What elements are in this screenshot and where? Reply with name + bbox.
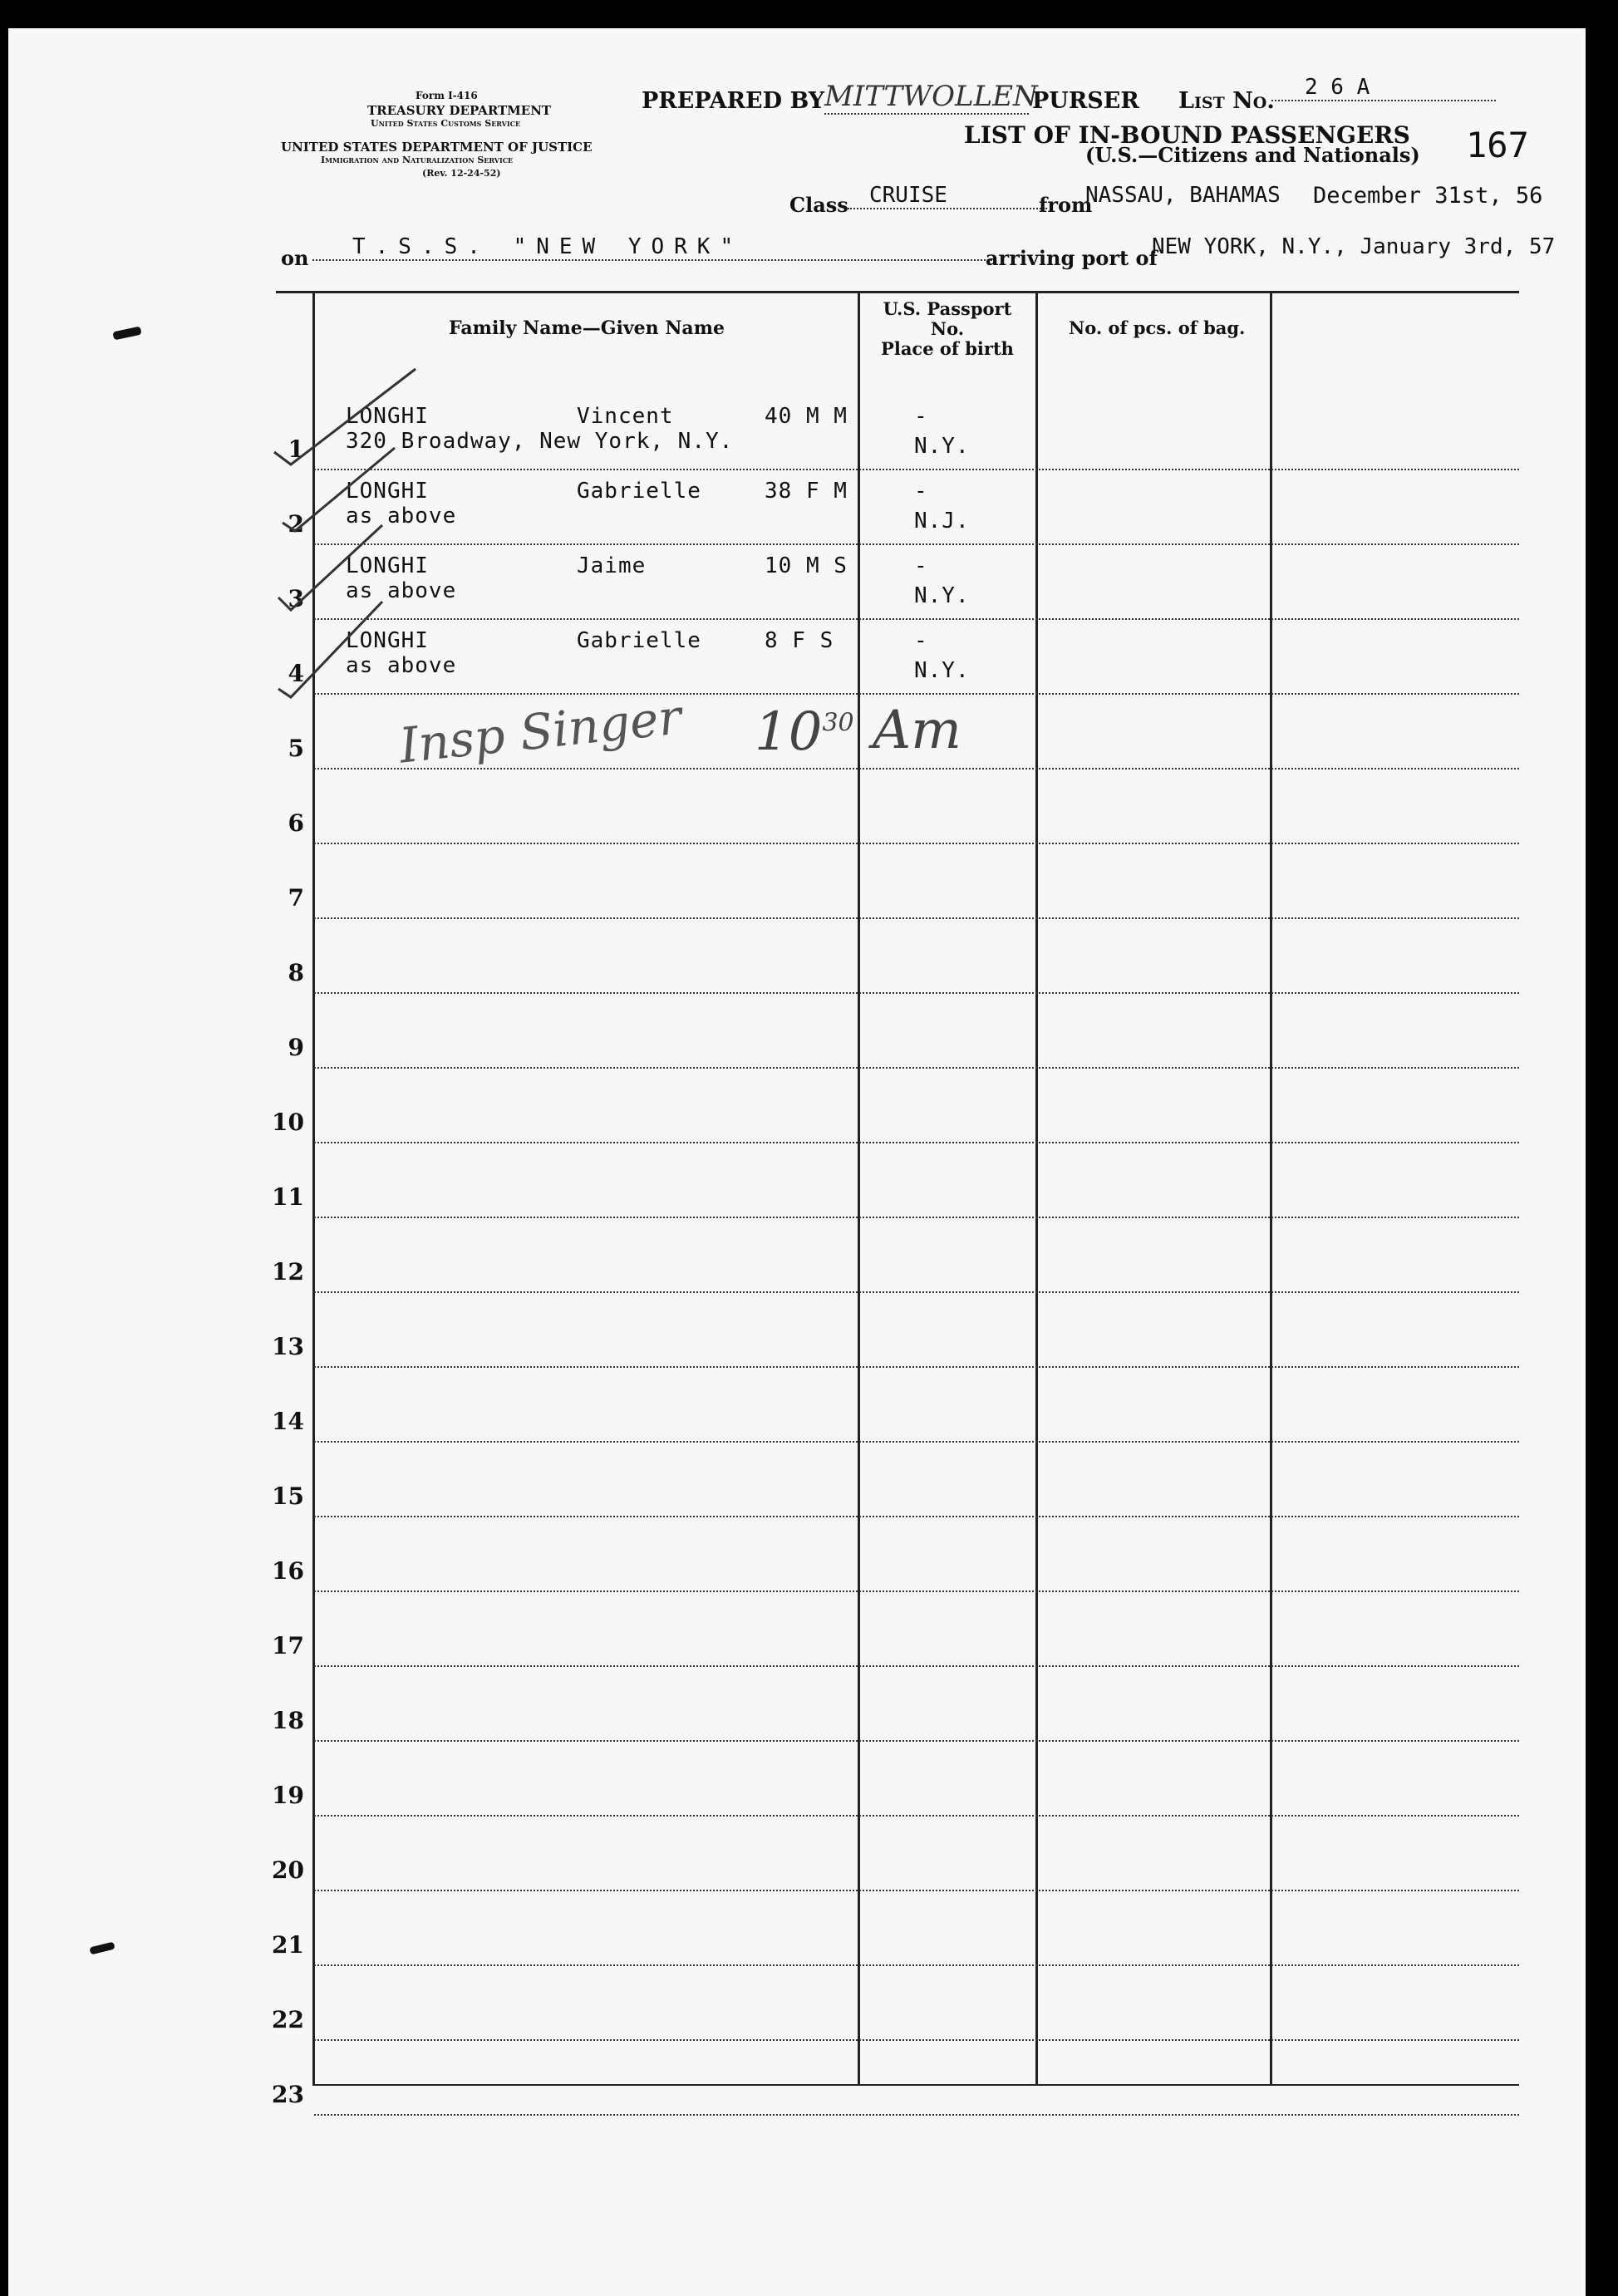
row-divider — [314, 1366, 1519, 1368]
row-number: 19 — [272, 1782, 304, 1809]
place-of-birth: N.Y. — [914, 658, 970, 683]
class-label: Class — [789, 193, 848, 217]
given-name: Gabrielle — [577, 628, 701, 653]
row-divider — [314, 1142, 1519, 1143]
row-number: 14 — [272, 1408, 304, 1435]
page-number: 167 — [1466, 125, 1529, 165]
row-divider — [314, 1740, 1519, 1742]
row-number: 6 — [288, 809, 304, 837]
list-subtitle: (U.S.—Citizens and Nationals) — [1085, 143, 1420, 167]
arriving-label: arriving port of — [986, 246, 1158, 270]
row-divider — [314, 543, 1519, 545]
on-label: on — [281, 246, 309, 270]
list-no-value: 2 6 A — [1271, 75, 1496, 101]
row-divider — [314, 1067, 1519, 1069]
row-divider — [314, 1665, 1519, 1667]
row-divider — [314, 469, 1519, 470]
passport-number: - — [914, 553, 928, 578]
place-of-birth: N.Y. — [914, 583, 970, 608]
prepared-by-label: PREPARED BY — [642, 88, 825, 114]
from-label: from — [1039, 193, 1093, 217]
table-col-rule-2 — [1035, 291, 1038, 2086]
family-name: LONGHI — [346, 628, 429, 653]
place-of-birth: N.Y. — [914, 434, 970, 459]
from-date: December 31st, 56 — [1313, 183, 1543, 209]
family-name: LONGHI — [346, 479, 429, 504]
row-number: 16 — [272, 1557, 304, 1585]
table-bottom-border — [312, 2084, 1519, 2086]
row-divider — [314, 2039, 1519, 2041]
row-number: 18 — [272, 1707, 304, 1734]
table-col-rule-1 — [858, 291, 860, 2086]
row-number: 17 — [272, 1632, 304, 1659]
row-divider — [314, 843, 1519, 844]
table-col-rule-3 — [1270, 291, 1272, 2086]
purser-label: PURSER — [1032, 88, 1139, 114]
inspector-signature: Insp Singer — [396, 688, 685, 774]
row-number: 20 — [272, 1856, 304, 1884]
age-sex-status: 8 F S — [765, 628, 834, 653]
row-divider — [314, 1590, 1519, 1592]
row-divider — [314, 1217, 1519, 1218]
age-sex-status: 10 M S — [765, 553, 848, 578]
row-number: 13 — [272, 1333, 304, 1360]
row-divider — [314, 917, 1519, 919]
address: 320 Broadway, New York, N.Y. — [346, 429, 734, 454]
row-number: 23 — [272, 2081, 304, 2108]
row-number: 4 — [288, 660, 304, 687]
address: as above — [346, 504, 457, 529]
row-number: 21 — [272, 1931, 304, 1959]
row-number: 12 — [272, 1258, 304, 1286]
agency-ins: Immigration and Naturalization Service — [321, 155, 514, 165]
address: as above — [346, 653, 457, 678]
inspection-time: $10^{30}$ — [755, 701, 854, 763]
family-name: LONGHI — [346, 553, 429, 578]
col-header-name: Family Name—Given Name — [449, 317, 725, 339]
row-divider — [314, 1815, 1519, 1817]
agency-justice: UNITED STATES DEPARTMENT OF JUSTICE — [281, 140, 593, 155]
place-of-birth: N.J. — [914, 509, 970, 533]
row-number: 7 — [288, 884, 304, 912]
agency-customs: United States Customs Service — [371, 118, 521, 129]
row-number: 8 — [288, 959, 304, 986]
col-header-bags: No. of pcs. of bag. — [1069, 317, 1246, 338]
table-top-border — [276, 291, 1519, 293]
given-name: Gabrielle — [577, 479, 701, 504]
from-port: NASSAU, BAHAMAS — [1085, 183, 1281, 208]
vessel-name: T.S.S. "NEW YORK" — [312, 234, 992, 261]
ink-mark-icon — [112, 327, 141, 341]
age-sex-status: 38 F M — [765, 479, 848, 504]
agency-treasury: TREASURY DEPARTMENT — [367, 103, 552, 118]
row-divider — [314, 1964, 1519, 1966]
row-number: 9 — [288, 1034, 304, 1061]
row-number: 5 — [288, 735, 304, 762]
prepared-by-signature: MITTWOLLEN — [824, 80, 1038, 113]
given-name: Vincent — [577, 404, 674, 429]
row-number: 11 — [272, 1183, 304, 1211]
form-revision: (Rev. 12-24-52) — [422, 168, 501, 179]
check-marks-icon — [258, 352, 440, 718]
passport-number: - — [914, 404, 928, 429]
manifest-page — [8, 28, 1586, 2296]
form-number: Form I-416 — [416, 90, 478, 101]
row-divider — [314, 618, 1519, 620]
family-name: LONGHI — [346, 404, 429, 429]
row-divider — [314, 1516, 1519, 1517]
row-number: 15 — [272, 1482, 304, 1510]
row-number: 2 — [288, 510, 304, 538]
ink-mark-icon — [89, 1942, 115, 1955]
address: as above — [346, 578, 457, 603]
row-number: 10 — [272, 1109, 304, 1136]
arriving-port: NEW YORK, N.Y., January 3rd, 57 — [1152, 234, 1556, 259]
inspection-time-suffix: Am — [873, 700, 961, 761]
row-divider — [314, 1291, 1519, 1293]
age-sex-status: 40 M M — [765, 404, 848, 429]
passport-number: - — [914, 479, 928, 504]
row-divider — [314, 1441, 1519, 1443]
list-no-label: List No. — [1178, 88, 1275, 114]
row-divider — [314, 768, 1519, 769]
class-value: CRUISE — [848, 183, 1047, 209]
row-divider — [314, 992, 1519, 994]
row-divider — [314, 1890, 1519, 1891]
given-name: Jaime — [577, 553, 647, 578]
passport-number: - — [914, 628, 928, 653]
row-number: 22 — [272, 2006, 304, 2033]
row-divider — [314, 693, 1519, 695]
row-number: 3 — [288, 585, 304, 612]
col-header-passport: U.S. Passport No. Place of birth — [881, 298, 1014, 359]
row-divider — [314, 2114, 1519, 2116]
list-title: LIST OF IN-BOUND PASSENGERS — [964, 121, 1410, 149]
row-number: 1 — [288, 435, 304, 463]
